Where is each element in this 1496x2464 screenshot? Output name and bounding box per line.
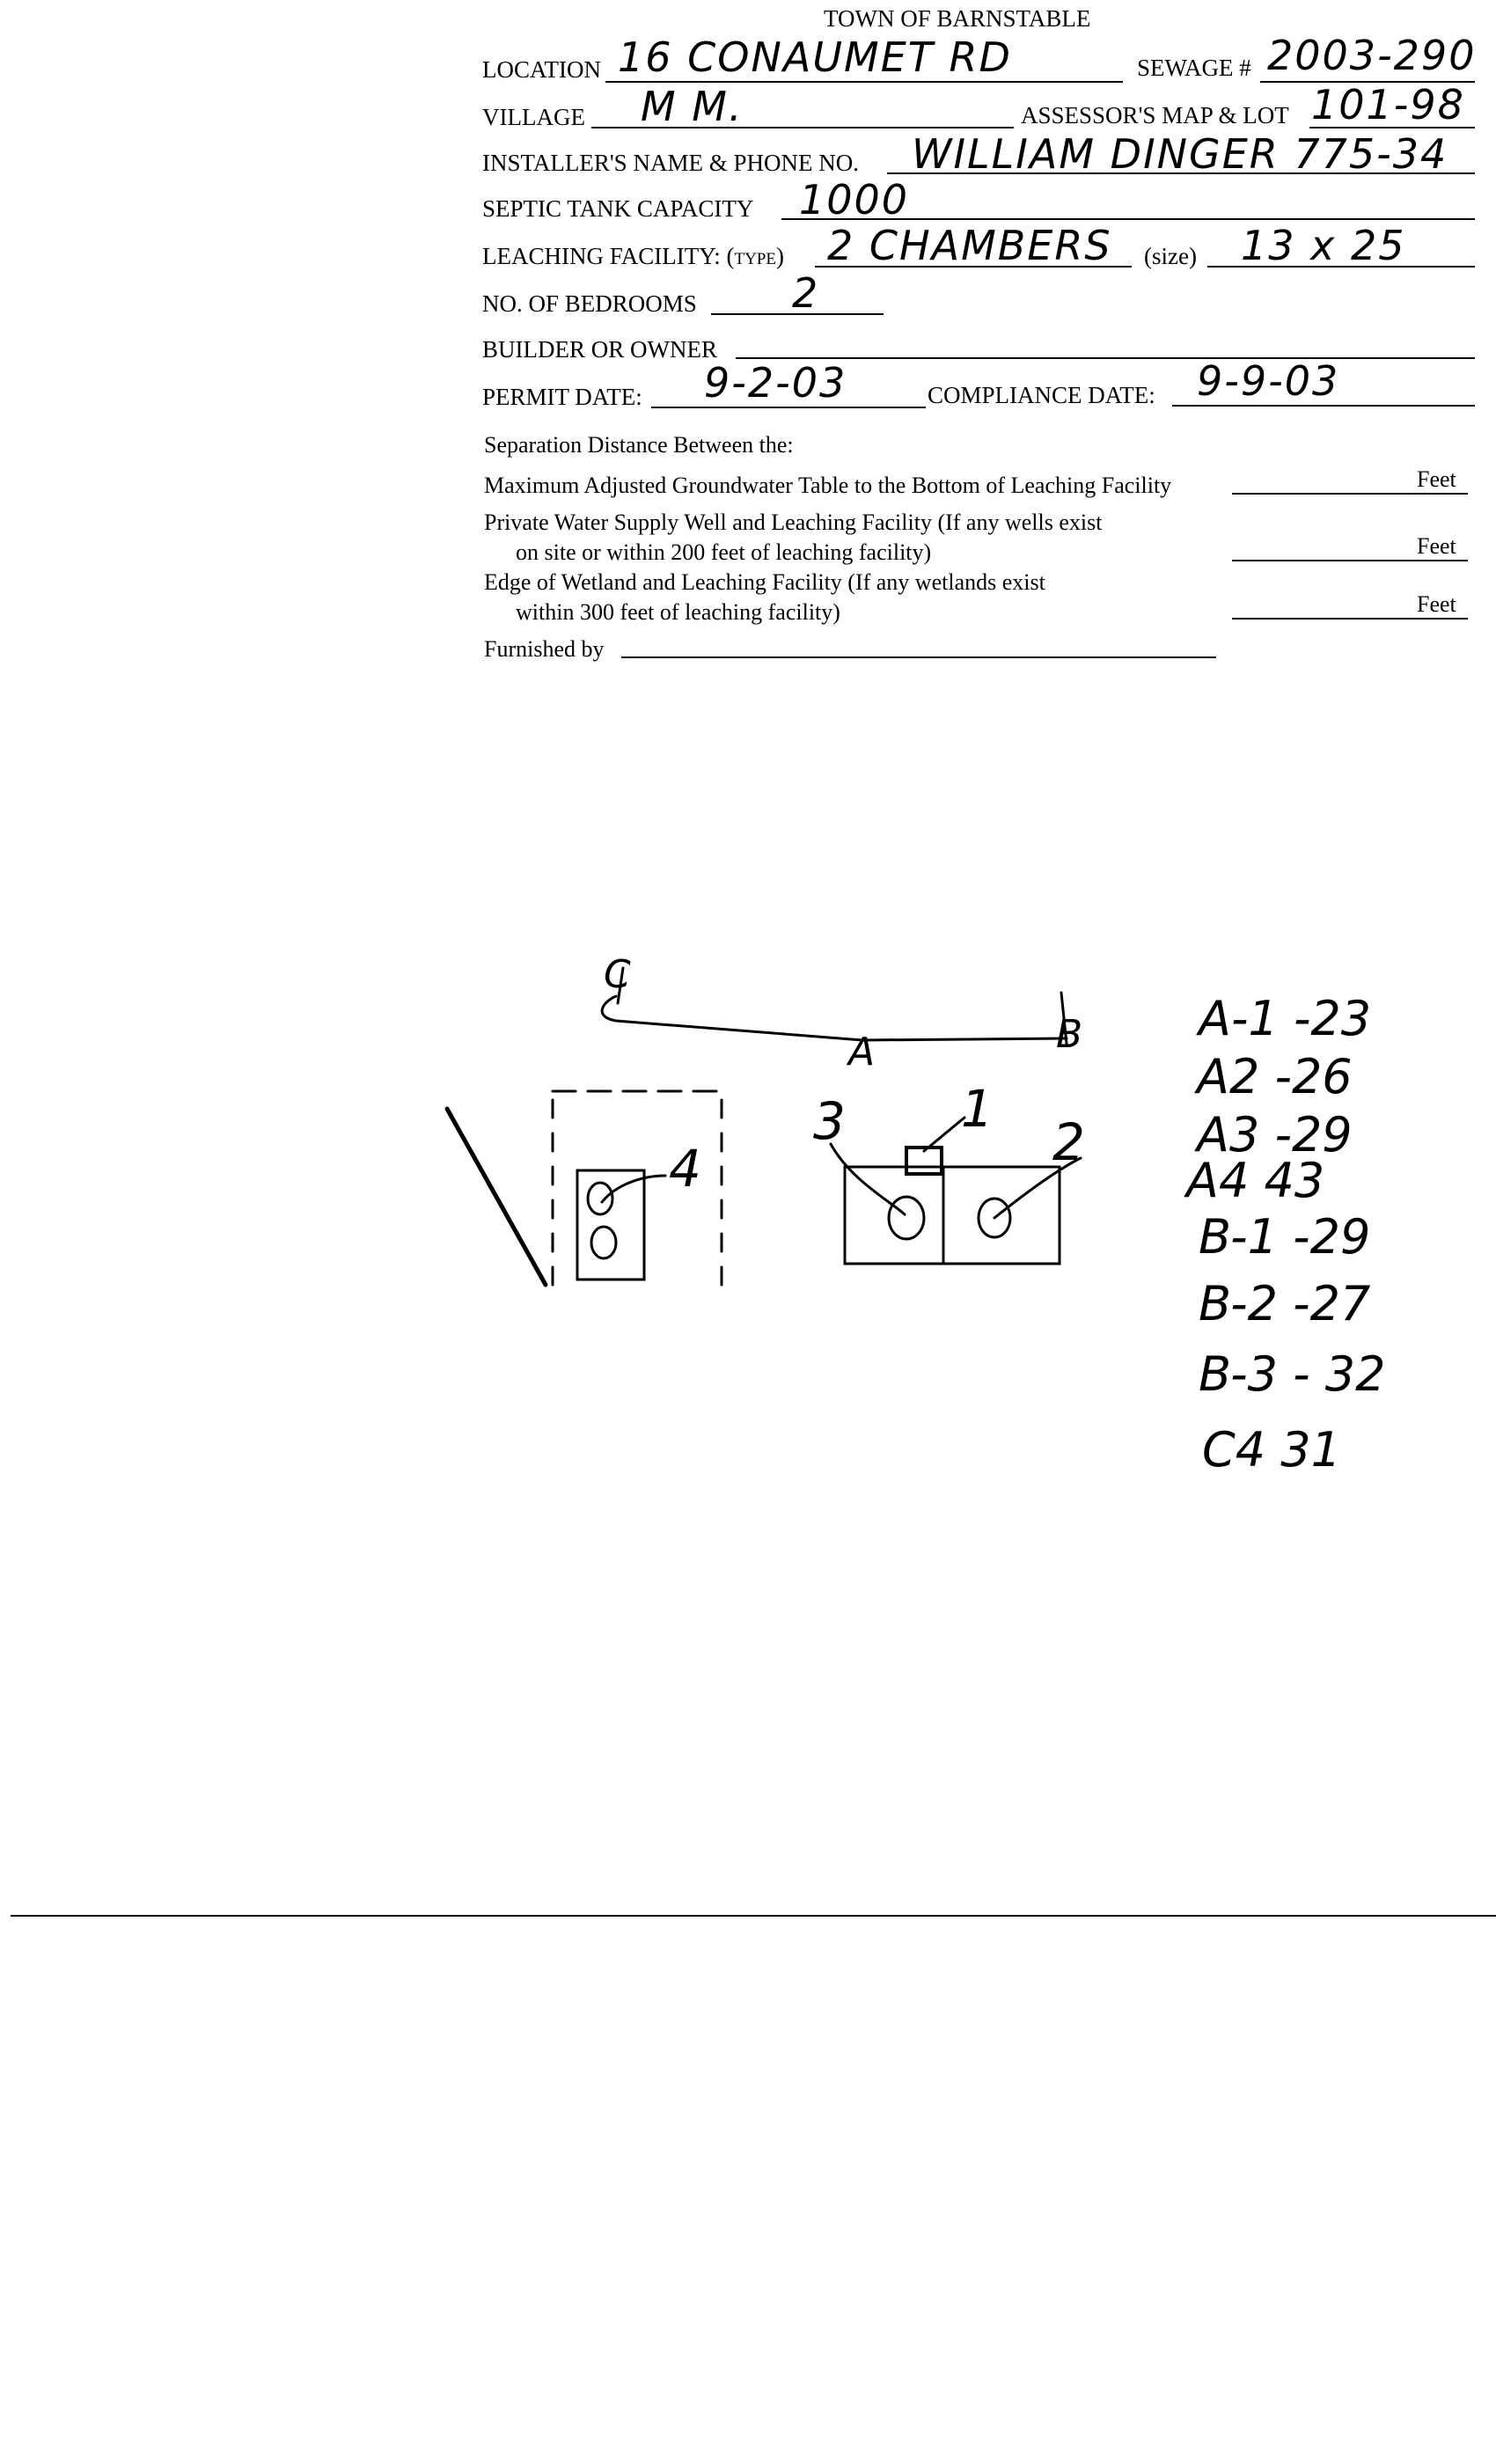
assessor-label: ASSESSOR'S MAP & LOT: [1021, 102, 1289, 128]
builder-label: BUILDER OR OWNER: [482, 336, 717, 363]
separation-row-1-text: Maximum Adjusted Groundwater Table to the Bottom of Leaching Facility: [484, 473, 1172, 498]
sewage-label: SEWAGE #: [1137, 55, 1251, 81]
installer-label: INSTALLER'S NAME & PHONE NO.: [482, 150, 859, 176]
measurement-item: A-1 -23: [1199, 991, 1372, 1046]
small-tank: [577, 1170, 644, 1280]
diagonal-line: [447, 1109, 546, 1285]
sketch-point-b: B: [1056, 1012, 1083, 1057]
leader-1: [924, 1118, 964, 1151]
small-tank-cover-2: [591, 1227, 616, 1258]
separation-row-3-text: Edge of Wetland and Leaching Facility (If any wetlands exist: [484, 569, 1045, 595]
leaching-size-label: (size): [1144, 243, 1197, 269]
village-label: VILLAGE: [482, 104, 585, 130]
measurement-item: B-1 -29: [1199, 1209, 1371, 1265]
assessor-value: 101-98: [1311, 81, 1465, 128]
separation-row-2-text: Private Water Supply Well and Leaching Facility (If any wells exist: [484, 510, 1103, 535]
leaching-size-value: 13 x 25: [1241, 222, 1406, 269]
measurement-item: A4 43: [1186, 1153, 1325, 1208]
chamber-tank: [845, 1167, 1060, 1264]
small-tank-cover-1: [588, 1183, 612, 1214]
separation-heading: Separation Distance Between the:: [484, 432, 794, 458]
page-divider: [11, 1915, 1496, 1917]
compliance-label: COMPLIANCE DATE:: [928, 382, 1155, 408]
septic-label: SEPTIC TANK CAPACITY: [482, 195, 754, 222]
permit-label: PERMIT DATE:: [482, 384, 642, 410]
leaching-type-value: 2 CHAMBERS: [827, 222, 1112, 269]
location-value: 16 CONAUMET RD: [618, 33, 1012, 81]
sketch-point-a: A: [848, 1030, 876, 1074]
measurement-item: C4 31: [1202, 1422, 1341, 1478]
permit-value: 9-2-03: [704, 359, 847, 407]
bedrooms-label: NO. OF BEDROOMS: [482, 290, 697, 317]
sketch-num-1: 1: [961, 1079, 994, 1139]
sketch-num-2: 2: [1052, 1112, 1085, 1172]
leaching-label: LEACHING FACILITY: (type): [482, 243, 784, 269]
separation-row-2-text-cont: on site or within 200 feet of leaching facility): [516, 539, 932, 565]
reference-line: [602, 996, 1067, 1040]
village-value: M M.: [641, 83, 744, 130]
measurement-item: B-2 -27: [1199, 1276, 1371, 1331]
chamber-cover-1: [889, 1197, 924, 1239]
sketch-num-4: 4: [669, 1139, 701, 1199]
measurement-item: B-3 - 32: [1199, 1346, 1386, 1402]
furnished-label: Furnished by: [484, 636, 605, 662]
form-title: TOWN OF BARNSTABLE: [824, 5, 1091, 32]
separation-row-2-unit: Feet: [1417, 533, 1456, 559]
installer-value: WILLIAM DINGER 775-34: [912, 130, 1448, 178]
measurement-item: A2 -26: [1197, 1049, 1353, 1104]
compliance-value: 9-9-03: [1197, 357, 1340, 405]
separation-row-3-unit: Feet: [1417, 591, 1456, 617]
separation-row-3-text-cont: within 300 feet of leaching facility): [516, 599, 840, 625]
location-label: LOCATION: [482, 56, 601, 83]
bedrooms-value: 2: [792, 269, 820, 317]
sketch-point-c: C: [604, 952, 631, 997]
sketch-num-3: 3: [813, 1091, 846, 1151]
separation-row-1-unit: Feet: [1417, 466, 1456, 492]
septic-value: 1000: [799, 176, 910, 224]
measurement-item: A3 -29: [1197, 1107, 1353, 1162]
sewage-value: 2003-290: [1267, 32, 1477, 79]
